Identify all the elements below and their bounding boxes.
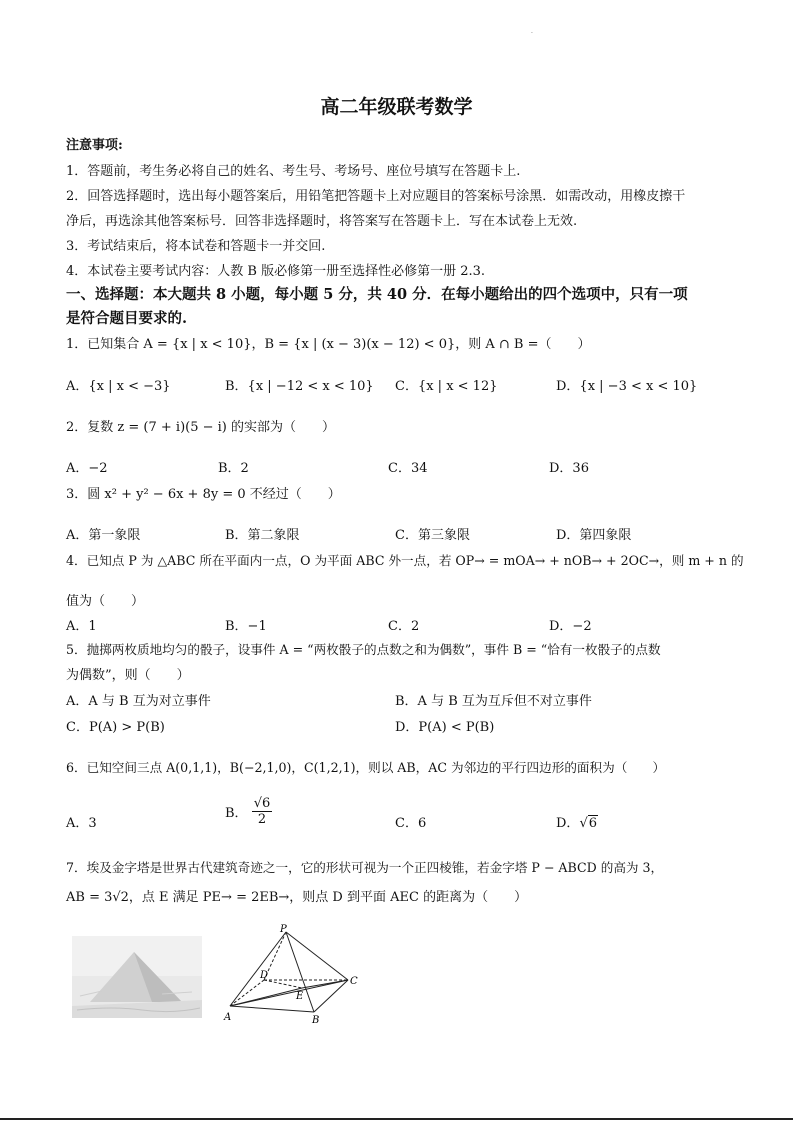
q6-option-d [556,812,598,831]
q6-option-d-label: D． [556,816,580,831]
q2-option-d: D．36 [549,461,589,476]
q7-stem: 7．埃及金字塔是世界古代建筑奇迹之一，它的形状可视为一个正四棱锥，若金字塔 P − ABCD 的高为 3， [66,860,664,875]
q1-option-c: C．{x | x < 12} [395,379,498,394]
section-heading-line2: 是符合题目要求的. [66,310,188,327]
label-c: C [350,976,358,987]
notice-item-4: 4．本试卷主要考试内容：人教 B 版必修第一册至选择性必修第一册 2.3. [66,264,486,279]
q6-stem: 6．已知空间三点 A(0,1,1)，B(−2,1,0)，C(1,2,1)，则以 AB，AC 为邻边的平行四边形的面积为（ ） [66,760,666,775]
q6-option-b-denominator: 2 [257,812,267,827]
q1-option-a: A．{x | x < −3} [66,379,171,394]
q4-stem: 4．已知点 P 为 △ABC 所在平面内一点，O 为平面 ABC 外一点，若 OP→ = mOA→ + nOB→ + 2OC→，则 m + n 的 [66,553,744,568]
q2-option-c: C．34 [388,461,428,476]
q5-stem: 5．抛掷两枚质地均匀的骰子，设事件 A = “两枚骰子的点数之和为偶数”，事件 B = “恰有一枚骰子的点数 [66,642,661,657]
q6-option-a: A．3 [66,816,97,831]
q3-option-d: D．第四象限 [556,528,632,543]
q6-option-c: C．6 [395,816,427,831]
q5-option-d: D．P(A) < P(B) [395,720,495,735]
section-heading-line1: 一、选择题：本大题共 8 小题，每小题 5 分，共 40 分．在每小题给出的四个选项中，只有一项 [66,286,688,303]
label-p: P [280,924,287,935]
pyramid-photo [72,936,202,1018]
q6-option-b-label: B． [225,806,248,821]
q1-option-b: B．{x | −12 < x < 10} [225,379,374,394]
notice-item-1: 1．答题前，考生务必将自己的姓名、考生号、考场号、座位号填写在答题卡上. [66,164,521,179]
label-e: E [296,991,304,1002]
top-mark: · [531,30,533,37]
pyramid-diagram [222,924,362,1026]
q1-option-d: D．{x | −3 < x < 10} [556,379,698,394]
q3-stem: 3．圆 x² + y² − 6x + 8y = 0 不经过（ ） [66,487,341,502]
q4-option-a: A．1 [66,619,97,634]
q3-option-c: C．第三象限 [395,528,470,543]
page-title: 高二年级联考数学 [320,96,473,118]
q5-stem-cont: 为偶数”，则（ ） [66,668,190,683]
q4-option-d: D．−2 [549,619,592,634]
q2-option-b: B．2 [218,461,249,476]
label-b: B [312,1015,320,1026]
q6-option-b [225,796,272,827]
label-d: D [260,970,269,981]
page-bottom-rule [0,1118,793,1120]
q4-option-c: C．2 [388,619,420,634]
q7-stem-cont: AB = 3√2，点 E 满足 PE→ = 2EB→，则点 D 到平面 AEC 的距离为（ ） [66,890,528,905]
q2-stem: 2．复数 z = (7 + i)(5 − i) 的实部为（ ） [66,420,336,435]
notice-item-2-cont: 净后，再选涂其他答案标号．回答非选择题时，将答案写在答题卡上．写在本试卷上无效. [66,214,578,229]
q4-option-b: B．−1 [225,619,267,634]
sqrt-icon: √ [579,816,588,831]
q3-option-a: A．第一象限 [66,528,141,543]
q4-stem-cont: 值为（ ） [66,594,145,609]
q1-stem: 1．已知集合 A = {x | x < 10}，B = {x | (x − 3)(x − 12) < 0}，则 A ∩ B =（ ） [66,337,591,352]
q6-option-b-numerator: √6 [253,796,271,811]
q2-option-a: A．−2 [66,461,108,476]
q5-option-a: A．A 与 B 互为对立事件 [66,694,211,709]
notice-item-3: 3．考试结束后，将本试卷和答题卡一并交回. [66,239,326,254]
q3-option-b: B．第二象限 [225,528,300,543]
q6-option-b-fraction [252,796,273,827]
label-a: A [224,1012,232,1023]
notice-heading: 注意事项: [66,138,123,153]
q5-option-b: B．A 与 B 互为互斥但不对立事件 [395,694,592,709]
q5-option-c: C．P(A) > P(B) [66,720,165,735]
notice-item-2: 2．回答选择题时，选出每小题答案后，用铅笔把答题卡上对应题目的答案标号涂黑．如需改动，用橡皮擦干 [66,189,686,204]
q6-option-d-radicand: 6 [588,816,598,831]
